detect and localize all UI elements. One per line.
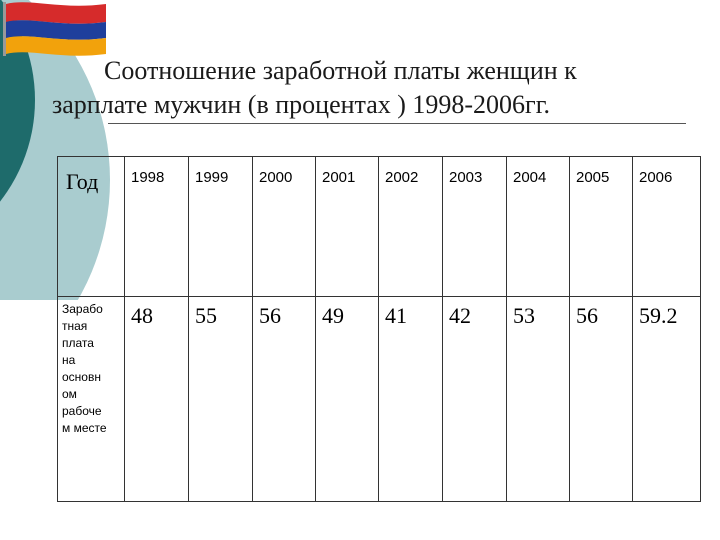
value-cell: 55 (189, 297, 253, 502)
year-cell: 2000 (253, 157, 316, 297)
year-cell: 2001 (316, 157, 379, 297)
value-cell: 53 (507, 297, 570, 502)
row-label-line: плата (62, 336, 94, 350)
row-label-line: рабоче (62, 404, 102, 418)
title-line-2: зарплате мужчин (в процентах ) 1998-2006гг. (52, 90, 550, 119)
value-cell: 59.2 (633, 297, 701, 502)
year-cell: 1998 (125, 157, 189, 297)
year-cell: 2002 (379, 157, 443, 297)
table-row-values (58, 297, 701, 502)
armenian-flag-icon (0, 0, 110, 56)
value-cell: 42 (443, 297, 507, 502)
title-underline (108, 123, 686, 124)
value-cell: 56 (570, 297, 633, 502)
value-cell: 56 (253, 297, 316, 502)
row-label-line: м месте (62, 421, 107, 435)
row-label-line: Зарабо (62, 302, 103, 316)
table-row-years (58, 157, 701, 297)
row-label-line: основн (62, 370, 101, 384)
value-cell: 49 (316, 297, 379, 502)
row-label-line: ом (62, 387, 77, 401)
row-label-line: тная (62, 319, 88, 333)
value-cell: 41 (379, 297, 443, 502)
year-header-cell: Год (58, 157, 125, 297)
wage-row-label (58, 297, 125, 502)
year-cell: 2006 (633, 157, 701, 297)
year-cell: 2004 (507, 157, 570, 297)
value-cell: 48 (125, 297, 189, 502)
wage-ratio-table (57, 156, 701, 502)
title-line-1: Соотношение заработной платы женщин к (104, 56, 577, 85)
year-cell: 1999 (189, 157, 253, 297)
year-cell: 2003 (443, 157, 507, 297)
year-cell: 2005 (570, 157, 633, 297)
row-label-line: на (62, 353, 76, 367)
